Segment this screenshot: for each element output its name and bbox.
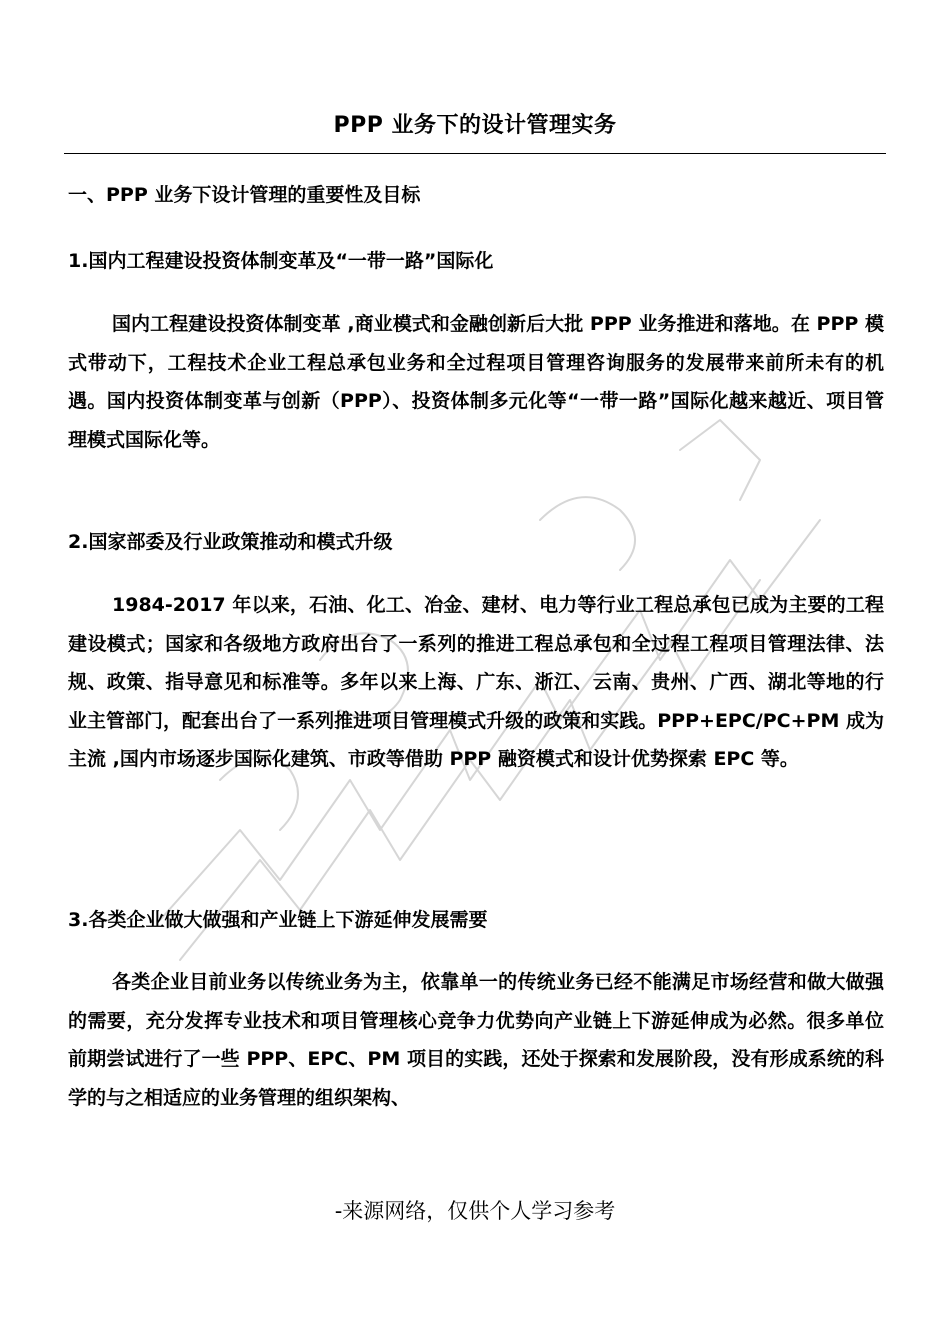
page-footer: -来源网络，仅供个人学习参考: [334, 1199, 616, 1223]
section-heading-1: 1.国内工程建设投资体制变革及“一带一路”国际化: [68, 250, 494, 272]
title-divider: [64, 153, 886, 154]
section-paragraph-1: 国内工程建设投资体制变革 ,商业模式和金融创新后大批 PPP 业务推进和落地。在 PPP 模式带动下，工程技术企业工程总承包业务和全过程项目管理咨询服务的发展带来前所未有的机遇。国内投资体制变革与创新（PPP）、投资体制多元化等“一带一路”国际化越来越近、项目管理模式国际化等。: [68, 313, 884, 451]
section-heading-main: 一、PPP 业务下设计管理的重要性及目标: [68, 184, 421, 206]
section-heading-3: 3.各类企业做大做强和产业链上下游延伸发展需要: [68, 909, 488, 931]
section-paragraph-3: 各类企业目前业务以传统业务为主，依靠单一的传统业务已经不能满足市场经营和做大做强的需要，充分发挥专业技术和项目管理核心竞争力优势向产业链上下游延伸成为必然。很多单位前期尝试进行了一些 PPP、EPC、PM 项目的实践，还处于探索和发展阶段，没有形成系统的科学的与之相适应的业务管理的组织架构、: [68, 971, 884, 1109]
section-heading-2: 2.国家部委及行业政策推动和模式升级: [68, 531, 393, 553]
section-paragraph-2: 1984-2017 年以来，石油、化工、冶金、建材、电力等行业工程总承包已成为主要的工程建设模式；国家和各级地方政府出台了一系列的推进工程总承包和全过程工程项目管理法律、法规、政策、指导意见和标准等。多年以来上海、广东、浙江、云南、贵州、广西、湖北等地的行业主管部门，配套出台了一系列推进项目管理模式升级的政策和实践。PPP+EPC/PC+PM 成为主流 ,国内市场逐步国际化建筑、市政等借助 PPP 融资模式和设计优势探索 EPC 等。: [68, 594, 884, 771]
document-title: PPP 业务下的设计管理实务: [333, 113, 617, 138]
